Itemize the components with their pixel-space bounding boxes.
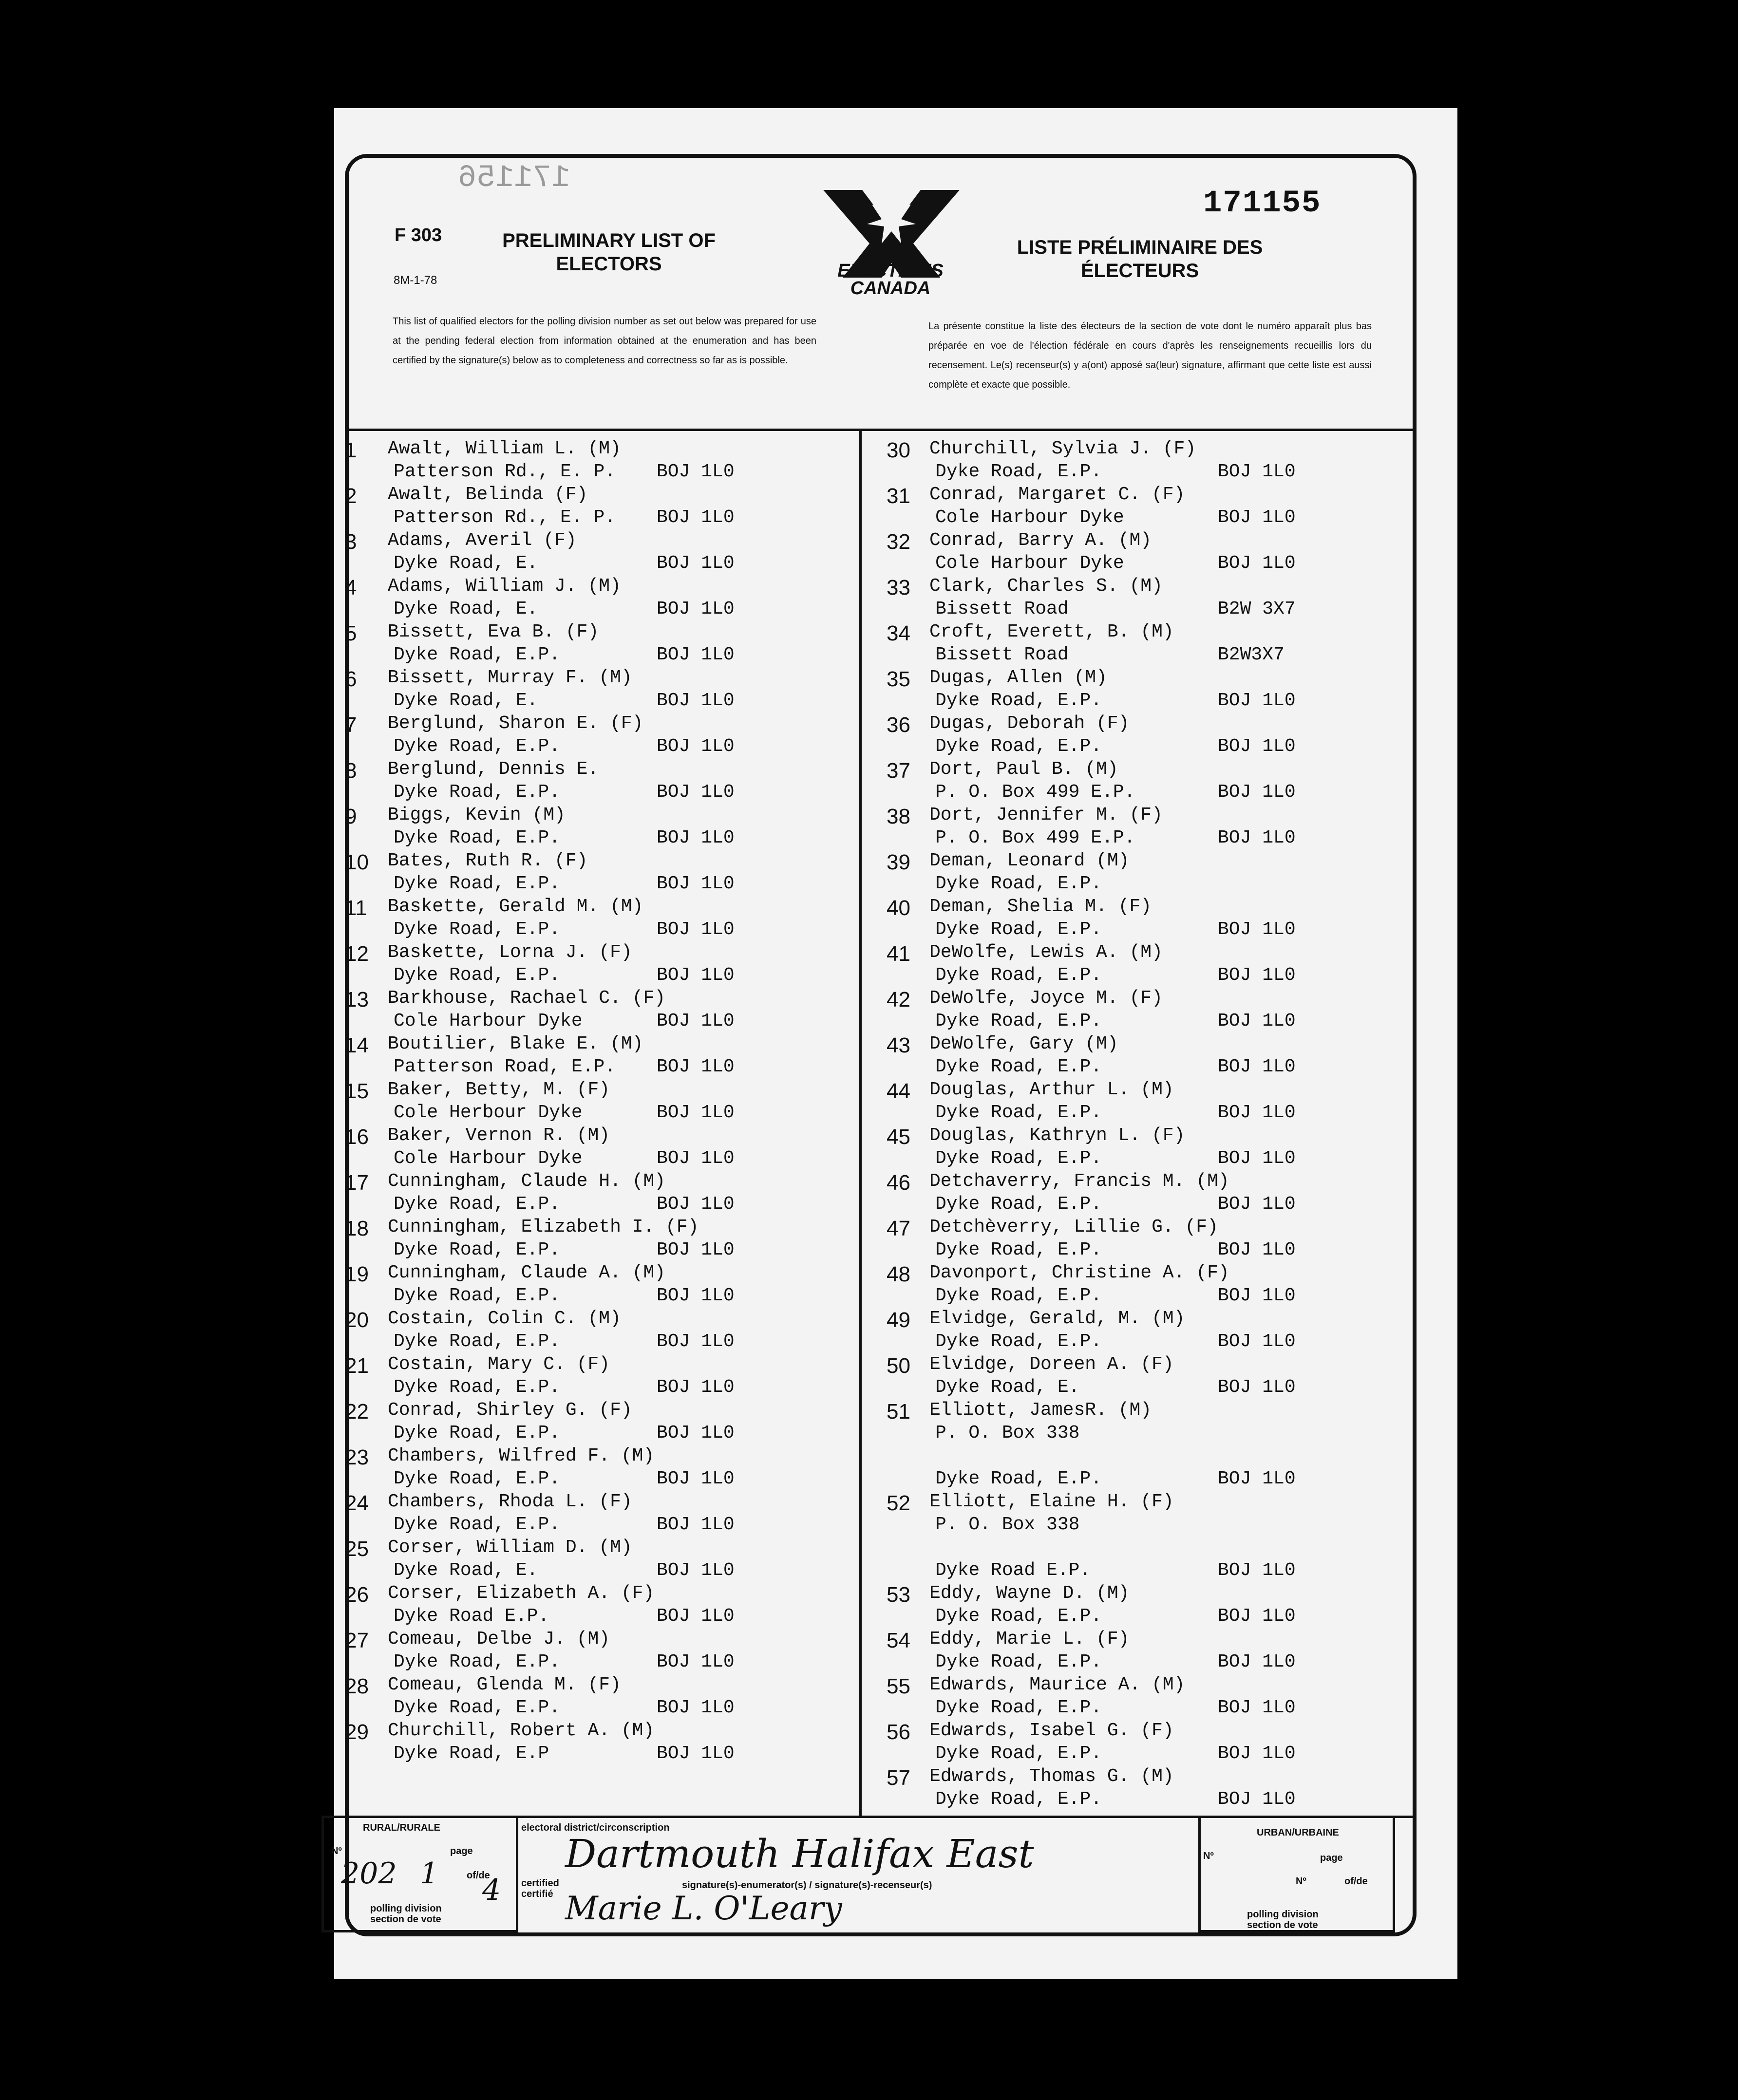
- elector-address: Dyke Road, E.P.: [394, 1377, 561, 1398]
- elector-address: Dyke Road, E.P.: [394, 736, 561, 757]
- elector-number: 9: [345, 805, 357, 828]
- elector-name: Elliott, Elaine H. (F): [929, 1491, 1174, 1512]
- urban-polling-label: polling division section de vote: [1247, 1909, 1319, 1931]
- elector-address: Dyke Road, E.P.: [935, 873, 1102, 894]
- elector-address: Dyke Road, E.P.: [935, 1011, 1102, 1031]
- elector-number: 20: [345, 1308, 369, 1332]
- elector-name: Costain, Colin C. (M): [388, 1308, 621, 1329]
- rural-number-label: Nº: [331, 1846, 342, 1856]
- elector-address: Dyke Road, E.P.: [394, 1651, 561, 1672]
- elector-address: Dyke Road, E.P.: [394, 782, 561, 803]
- elector-number: 16: [345, 1125, 369, 1149]
- elector-postal-code: BOJ 1L0: [657, 736, 735, 757]
- elector-number: 25: [345, 1537, 369, 1561]
- electoral-district-value: Dartmouth Halifax East: [565, 1831, 1034, 1876]
- elector-postal-code: BOJ 1L0: [1218, 1651, 1296, 1672]
- elector-postal-code: BOJ 1L0: [1218, 827, 1296, 848]
- elector-address: Dyke Road, E.: [394, 599, 538, 619]
- elector-name: Awalt, William L. (M): [388, 438, 621, 459]
- logo-wordmark: ELECTIONS CANADA: [837, 261, 944, 299]
- elector-number: 3: [345, 530, 357, 554]
- elector-postal-code: BOJ 1L0: [657, 1514, 735, 1535]
- elector-name: Conrad, Barry A. (M): [929, 530, 1152, 551]
- elector-postal-code: BOJ 1L0: [1218, 1056, 1296, 1077]
- elector-address: P. O. Box 499 E.P.: [935, 827, 1135, 848]
- elector-name: Deman, Shelia M. (F): [929, 896, 1152, 917]
- elector-number: 2: [345, 484, 357, 508]
- elector-address: Cole Harbour Dyke: [935, 507, 1124, 528]
- elector-name: Chambers, Rhoda L. (F): [388, 1491, 632, 1512]
- elector-name: Baskette, Lorna J. (F): [388, 942, 632, 963]
- elector-address: Dyke Road, E.P.: [935, 1056, 1102, 1077]
- elector-address: Dyke Road, E.: [935, 1377, 1080, 1398]
- elector-postal-code: BOJ 1L0: [657, 1102, 735, 1123]
- elector-address: Dyke Road, E.P.: [935, 1651, 1102, 1672]
- elector-number: 11: [345, 896, 367, 920]
- elector-postal-code: BOJ 1L0: [1218, 1789, 1296, 1810]
- elector-name: Edwards, Isabel G. (F): [929, 1720, 1174, 1741]
- elector-number: 51: [887, 1400, 910, 1424]
- elector-name: Corser, Elizabeth A. (F): [388, 1583, 655, 1604]
- elector-name: Elvidge, Doreen A. (F): [929, 1354, 1174, 1375]
- urban-no-label: Nº: [1296, 1876, 1306, 1887]
- elector-postal-code: BOJ 1L0: [1218, 736, 1296, 757]
- elector-name: Cunningham, Claude A. (M): [388, 1262, 666, 1283]
- elector-name: Adams, Averil (F): [388, 530, 577, 551]
- elector-address: Dyke Road, E.P.: [394, 1423, 561, 1444]
- elector-postal-code: BOJ 1L0: [1218, 1148, 1296, 1169]
- elector-name: DeWolfe, Lewis A. (M): [929, 942, 1163, 963]
- elector-name: Croft, Everett, B. (M): [929, 621, 1174, 642]
- elector-address: Patterson Rd., E. P.: [394, 507, 616, 528]
- elector-name: Dort, Paul B. (M): [929, 759, 1118, 780]
- elector-name: Biggs, Kevin (M): [388, 805, 566, 825]
- elector-number: 32: [887, 530, 910, 554]
- elector-name: Awalt, Belinda (F): [388, 484, 588, 505]
- elector-address: Dyke Road, E.: [394, 1560, 538, 1581]
- elector-postal-code: BOJ 1L0: [657, 1194, 735, 1215]
- elector-postal-code: BOJ 1L0: [657, 827, 735, 848]
- elector-name: Edwards, Maurice A. (M): [929, 1674, 1185, 1695]
- elector-address: Dyke Road, E.P.: [394, 1285, 561, 1306]
- elector-number: 48: [887, 1262, 910, 1286]
- elector-address: Dyke Road, E.P.: [935, 736, 1102, 757]
- elector-postal-code: BOJ 1L0: [1218, 553, 1296, 574]
- elector-address: Dyke Road, E.P.: [935, 1468, 1102, 1489]
- elector-address: Dyke Road, E.P.: [394, 965, 561, 986]
- elector-address: Dyke Road, E.P.: [935, 690, 1102, 711]
- elector-address: Cole Harbour Dyke: [935, 553, 1124, 574]
- elector-address: Dyke Road, E.P.: [935, 1102, 1102, 1123]
- elector-address: P. O. Box 499 E.P.: [935, 782, 1135, 803]
- elector-name: Detchèverry, Lillie G. (F): [929, 1217, 1218, 1238]
- elector-number: 33: [887, 576, 910, 600]
- elector-postal-code: BOJ 1L0: [1218, 1194, 1296, 1215]
- elector-name: Dugas, Deborah (F): [929, 713, 1130, 734]
- elector-name: Detchaverry, Francis M. (M): [929, 1171, 1229, 1192]
- elector-address: Dyke Road, E.P.: [935, 1239, 1102, 1260]
- elector-number: 39: [887, 850, 910, 874]
- elector-postal-code: BOJ 1L0: [657, 1377, 735, 1398]
- title-french: LISTE PRÉLIMINAIRE DES ÉLECTEURS: [1017, 237, 1263, 281]
- elector-number: 18: [345, 1217, 369, 1240]
- polling-division-label: polling division section de vote: [370, 1903, 442, 1925]
- elector-number: 31: [887, 484, 910, 508]
- intro-text-english: This list of qualified electors for the polling division number as set out below was prepared for use at the pending federal election from information obtained at the enumeration and has been certified by the signature(s) below as to completeness and correctness so far as is possible.: [393, 316, 816, 366]
- column-divider: [859, 430, 862, 1817]
- certified-label: certified certifié: [521, 1878, 559, 1899]
- elector-address: Dyke Road, E.P.: [935, 1606, 1102, 1627]
- elector-name: Churchill, Robert A. (M): [388, 1720, 655, 1741]
- elector-number: 38: [887, 805, 910, 828]
- elector-number: 8: [345, 759, 357, 783]
- elector-name: Berglund, Sharon E. (F): [388, 713, 643, 734]
- elector-address: Dyke Road, E.P.: [394, 1194, 561, 1215]
- elector-postal-code: BOJ 1L0: [657, 553, 735, 574]
- elector-address: Dyke Road, E.P.: [935, 1285, 1102, 1306]
- elector-postal-code: BOJ 1L0: [1218, 1697, 1296, 1718]
- elector-number: 53: [887, 1583, 910, 1607]
- elector-postal-code: BOJ 1L0: [657, 1423, 735, 1444]
- urban-label: URBAN/URBAINE: [1257, 1827, 1339, 1838]
- elector-postal-code: BOJ 1L0: [1218, 1239, 1296, 1260]
- elector-number: 44: [887, 1079, 910, 1103]
- district-label: electoral district/circonscription: [521, 1822, 670, 1833]
- page-total: 4: [482, 1873, 501, 1907]
- elector-postal-code: BOJ 1L0: [657, 1606, 735, 1627]
- elector-name: Elvidge, Gerald, M. (M): [929, 1308, 1185, 1329]
- elector-postal-code: BOJ 1L0: [657, 461, 735, 482]
- elector-name: Bates, Ruth R. (F): [388, 850, 588, 871]
- elector-number: 7: [345, 713, 357, 737]
- elector-postal-code: BOJ 1L0: [657, 919, 735, 940]
- elector-address: Dyke Road, E.P.: [394, 1239, 561, 1260]
- urban-of-label: of/de: [1344, 1876, 1368, 1887]
- elector-address: Bissett Road: [935, 644, 1069, 665]
- elector-number: 26: [345, 1583, 369, 1607]
- elector-name: Edwards, Thomas G. (M): [929, 1766, 1174, 1787]
- title-english: PRELIMINARY LIST OF ELECTORS: [502, 230, 716, 275]
- elector-number: 19: [345, 1262, 369, 1286]
- elector-name: Boutilier, Blake E. (M): [388, 1033, 643, 1054]
- elector-postal-code: BOJ 1L0: [657, 1651, 735, 1672]
- elector-number: 30: [887, 438, 910, 462]
- elector-postal-code: BOJ 1L0: [1218, 507, 1296, 528]
- elector-number: 29: [345, 1720, 369, 1744]
- elector-name: Cunningham, Elizabeth I. (F): [388, 1217, 699, 1238]
- elector-number: 47: [887, 1217, 910, 1240]
- elector-address: P. O. Box 338: [935, 1514, 1080, 1535]
- elector-number: 28: [345, 1674, 369, 1698]
- elector-postal-code: BOJ 1L0: [657, 1697, 735, 1718]
- elector-number: 40: [887, 896, 910, 920]
- form-date-code: 8M-1-78: [394, 274, 437, 287]
- elector-postal-code: B2W3X7: [1218, 644, 1285, 665]
- elector-address: Dyke Road, E.P: [394, 1743, 549, 1764]
- elector-name: Baskette, Gerald M. (M): [388, 896, 643, 917]
- elector-name: Eddy, Marie L. (F): [929, 1629, 1130, 1650]
- elector-address: Dyke Road, E.P.: [935, 965, 1102, 986]
- elector-address: Dyke Road, E.P.: [394, 1697, 561, 1718]
- elector-address: Dyke Road, E.P.: [935, 1743, 1102, 1764]
- elector-name: Douglas, Arthur L. (M): [929, 1079, 1174, 1100]
- elector-name: Adams, William J. (M): [388, 576, 621, 597]
- elector-name: Baker, Betty, M. (F): [388, 1079, 610, 1100]
- elector-postal-code: BOJ 1L0: [1218, 919, 1296, 940]
- elector-name: Bissett, Eva B. (F): [388, 621, 599, 642]
- elector-postal-code: BOJ 1L0: [657, 1468, 735, 1489]
- elector-name: Barkhouse, Rachael C. (F): [388, 988, 666, 1009]
- elector-postal-code: BOJ 1L0: [657, 965, 735, 986]
- elector-number: 49: [887, 1308, 910, 1332]
- elector-name: Dort, Jennifer M. (F): [929, 805, 1163, 825]
- elector-postal-code: BOJ 1L0: [657, 644, 735, 665]
- elector-number: 12: [345, 942, 369, 966]
- elector-name: Elliott, JamesR. (M): [929, 1400, 1152, 1421]
- elector-number: 56: [887, 1720, 910, 1744]
- elector-name: Corser, William D. (M): [388, 1537, 632, 1558]
- elector-name: Davonport, Christine A. (F): [929, 1262, 1229, 1283]
- polling-division-number: 202: [341, 1856, 397, 1891]
- elector-name: Costain, Mary C. (F): [388, 1354, 610, 1375]
- elector-postal-code: BOJ 1L0: [657, 1239, 735, 1260]
- elector-address: Dyke Road, E.P.: [935, 919, 1102, 940]
- elector-address: Patterson Rd., E. P.: [394, 461, 616, 482]
- elector-address: Dyke Road, E.P.: [394, 1468, 561, 1489]
- elector-postal-code: BOJ 1L0: [657, 1560, 735, 1581]
- elector-number: 15: [345, 1079, 369, 1103]
- serial-number: 171155: [1203, 186, 1322, 221]
- elector-name: DeWolfe, Joyce M. (F): [929, 988, 1163, 1009]
- elector-postal-code: BOJ 1L0: [1218, 1285, 1296, 1306]
- elector-postal-code: BOJ 1L0: [1218, 461, 1296, 482]
- elector-number: 35: [887, 667, 910, 691]
- elector-address: Dyke Road, E.P.: [935, 461, 1102, 482]
- elector-address: P. O. Box 338: [935, 1423, 1080, 1444]
- elector-name: Baker, Vernon R. (M): [388, 1125, 610, 1146]
- elector-postal-code: BOJ 1L0: [1218, 1606, 1296, 1627]
- page-number: 1: [420, 1856, 439, 1891]
- elector-postal-code: BOJ 1L0: [1218, 1560, 1296, 1581]
- elector-address: Dyke Road, E.P.: [394, 827, 561, 848]
- elector-number: 41: [887, 942, 910, 966]
- elector-number: 10: [345, 850, 369, 874]
- elector-postal-code: BOJ 1L0: [1218, 1331, 1296, 1352]
- elector-postal-code: BOJ 1L0: [1218, 1011, 1296, 1031]
- urban-number-label: Nº: [1203, 1851, 1214, 1861]
- elector-number: 4: [345, 576, 357, 600]
- elector-address: Dyke Road, E.P.: [935, 1148, 1102, 1169]
- elector-postal-code: BOJ 1L0: [657, 1148, 735, 1169]
- elector-name: Comeau, Glenda M. (F): [388, 1674, 621, 1695]
- serial-number-bleed-through: 171156: [458, 161, 570, 196]
- elector-postal-code: BOJ 1L0: [657, 1331, 735, 1352]
- rural-label: RURAL/RURALE: [363, 1822, 440, 1833]
- elector-name: Conrad, Shirley G. (F): [388, 1400, 632, 1421]
- elector-address: Dyke Road, E.: [394, 690, 538, 711]
- elector-address: Dyke Road, E.P.: [394, 1331, 561, 1352]
- elector-number: 57: [887, 1766, 910, 1790]
- elector-number: 42: [887, 988, 910, 1012]
- elector-address: Dyke Road, E.: [394, 553, 538, 574]
- elector-postal-code: BOJ 1L0: [1218, 965, 1296, 986]
- elector-address: Dyke Road, E.P.: [394, 873, 561, 894]
- elector-postal-code: BOJ 1L0: [657, 782, 735, 803]
- elector-number: 27: [345, 1629, 369, 1652]
- elector-address: Patterson Road, E.P.: [394, 1056, 616, 1077]
- elector-number: 24: [345, 1491, 369, 1515]
- elector-number: 21: [345, 1354, 369, 1378]
- elector-postal-code: B2W 3X7: [1218, 599, 1296, 619]
- header-divider: [347, 429, 1415, 431]
- elector-name: Berglund, Dennis E.: [388, 759, 599, 780]
- elector-number: 5: [345, 621, 357, 645]
- urban-page-label: page: [1320, 1853, 1343, 1863]
- elector-number: 43: [887, 1033, 910, 1057]
- elector-number: 37: [887, 759, 910, 783]
- elector-postal-code: BOJ 1L0: [657, 507, 735, 528]
- elector-address: Dyke Road, E.P.: [394, 644, 561, 665]
- elector-name: Comeau, Delbe J. (M): [388, 1629, 610, 1650]
- elector-address: Dyke Road, E.P.: [394, 919, 561, 940]
- elector-postal-code: BOJ 1L0: [657, 1285, 735, 1306]
- elector-number: 34: [887, 621, 910, 645]
- elector-address: Dyke Road E.P.: [935, 1560, 1091, 1581]
- elector-name: Dugas, Allen (M): [929, 667, 1107, 688]
- enumerator-signature: Marie L. O'Leary: [565, 1890, 842, 1927]
- elector-postal-code: BOJ 1L0: [1218, 1102, 1296, 1123]
- elector-postal-code: BOJ 1L0: [657, 873, 735, 894]
- elector-address: Dyke Road, E.P.: [935, 1194, 1102, 1215]
- elector-number: 52: [887, 1491, 910, 1515]
- elector-address: Dyke Road, E.P.: [935, 1697, 1102, 1718]
- elector-postal-code: BOJ 1L0: [657, 690, 735, 711]
- form-number: F 303: [395, 225, 442, 245]
- elector-name: Chambers, Wilfred F. (M): [388, 1445, 655, 1466]
- elector-name: Eddy, Wayne D. (M): [929, 1583, 1130, 1604]
- elector-postal-code: BOJ 1L0: [1218, 1468, 1296, 1489]
- elector-number: 13: [345, 988, 369, 1012]
- elector-number: 55: [887, 1674, 910, 1698]
- elector-address: Cole Harbour Dyke: [394, 1148, 583, 1169]
- elector-name: Bissett, Murray F. (M): [388, 667, 632, 688]
- elector-number: 50: [887, 1354, 910, 1378]
- rural-of-label: of/de: [467, 1870, 490, 1881]
- elector-name: Cunningham, Claude H. (M): [388, 1171, 666, 1192]
- elector-postal-code: BOJ 1L0: [657, 1743, 735, 1764]
- elector-number: 14: [345, 1033, 369, 1057]
- elector-name: Deman, Leonard (M): [929, 850, 1130, 871]
- elector-number: 1: [345, 438, 357, 462]
- signature-label: signature(s)-enumerator(s) / signature(s)-recenseur(s): [682, 1880, 932, 1891]
- elector-number: 54: [887, 1629, 910, 1652]
- elector-number: 17: [345, 1171, 369, 1195]
- elector-postal-code: BOJ 1L0: [1218, 1743, 1296, 1764]
- elector-name: DeWolfe, Gary (M): [929, 1033, 1118, 1054]
- elector-name: Churchill, Sylvia J. (F): [929, 438, 1196, 459]
- elector-address: Dyke Road, E.P.: [394, 1514, 561, 1535]
- elector-postal-code: BOJ 1L0: [657, 599, 735, 619]
- elector-number: 45: [887, 1125, 910, 1149]
- elector-address: Cole Herbour Dyke: [394, 1102, 583, 1123]
- elector-postal-code: BOJ 1L0: [1218, 782, 1296, 803]
- elector-number: 46: [887, 1171, 910, 1195]
- elector-number: 22: [345, 1400, 369, 1424]
- elector-address: Bissett Road: [935, 599, 1069, 619]
- elector-name: Conrad, Margaret C. (F): [929, 484, 1185, 505]
- elector-name: Douglas, Kathryn L. (F): [929, 1125, 1185, 1146]
- elector-number: 6: [345, 667, 357, 691]
- elector-address: Cole Harbour Dyke: [394, 1011, 583, 1031]
- elector-postal-code: BOJ 1L0: [657, 1056, 735, 1077]
- intro-text-french: La présente constitue la liste des électeurs de la section de vote dont le numéro apparaît plus bas préparée en voe de l'élection fédérale en cours d'après les renseignements recueillis lors du recensement. Le(s) recenseur(s) y a(ont) apposé sa(leur) signature, affirmant que cette liste est aussi complète et exacte que possible.: [928, 321, 1372, 390]
- elector-postal-code: BOJ 1L0: [1218, 1377, 1296, 1398]
- rural-page-label: page: [450, 1846, 473, 1856]
- elector-address: Dyke Road, E.P.: [935, 1789, 1102, 1810]
- elector-name: Clark, Charles S. (M): [929, 576, 1163, 597]
- elector-address: Dyke Road E.P.: [394, 1606, 549, 1627]
- elector-address: Dyke Road, E.P.: [935, 1331, 1102, 1352]
- elector-postal-code: BOJ 1L0: [657, 1011, 735, 1031]
- elector-number: 36: [887, 713, 910, 737]
- elector-number: 23: [345, 1445, 369, 1469]
- elector-postal-code: BOJ 1L0: [1218, 690, 1296, 711]
